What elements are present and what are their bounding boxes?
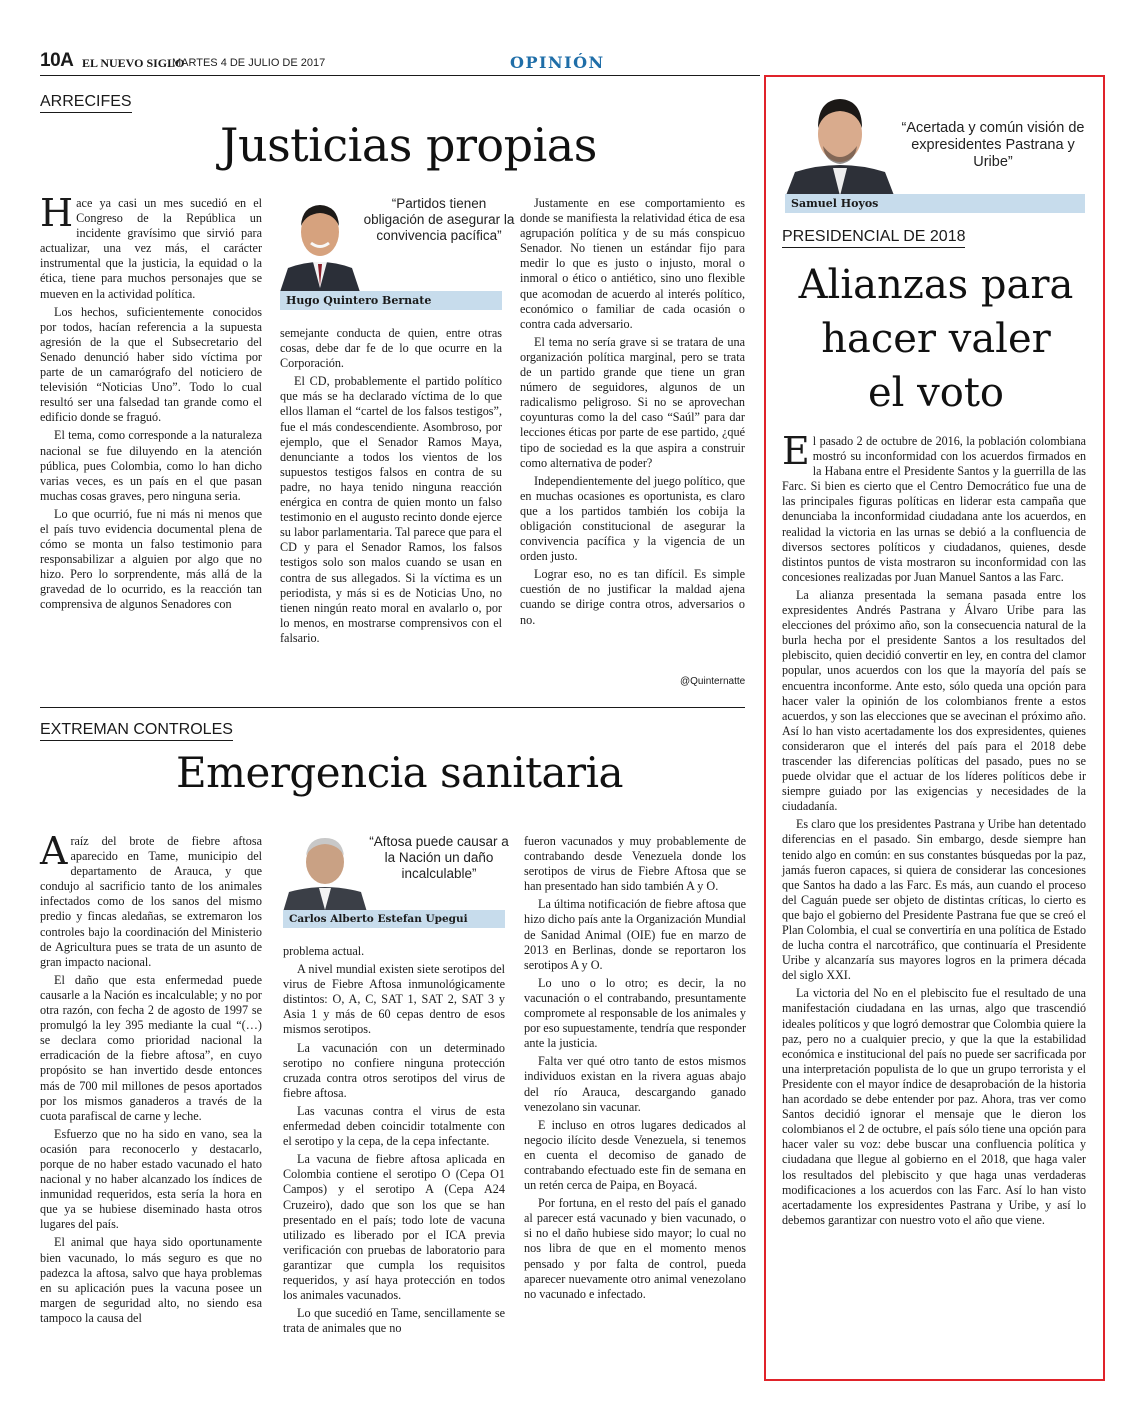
article3-pull-quote: “Acertada y común visión de expresidentes Pastrana y Uribe”: [901, 120, 1085, 170]
paragraph: E incluso en otros lugares dedicados al negocio ilícito desde Venezuela, si tenemos en cuenta el decomiso de ganado de contrabando efectuado este fin de semana en un retén cerca de Paipa, en Boyacá.: [524, 1117, 746, 1193]
paragraph: semejante conducta de quien, entre otras cosas, debe dar fe de lo que ocurre en la Corporación.: [280, 326, 502, 371]
paragraph: Falta ver qué otro tanto de estos mismos individuos existan en la rivera aguas abajo del río Arauca, descargando ganado venezolano sin vacunar.: [524, 1054, 746, 1114]
title-line: Alianzas para: [798, 262, 1074, 308]
page-header: [40, 50, 1108, 74]
article3-column: [782, 429, 1086, 1231]
article1-title: Justicias propias: [220, 118, 597, 172]
paragraph: El animal que haya sido oportunamente bien vacunado, lo más seguro es que no padezca la aftosa, salvo que haya problemas en su aplicación pues la vacuna posee un margen de seguridad alto, no siendo esa tampoco la causa del: [40, 1235, 262, 1325]
article3-kicker: PRESIDENCIAL DE 2018: [782, 228, 965, 248]
publication-date: MARTES 4 DE JULIO DE 2017: [172, 57, 326, 69]
section-label: OPINIÓN: [510, 53, 605, 72]
paragraph: La alianza presentada la semana pasada entre los expresidentes Andrés Pastrana y Álvaro Uribe para las elecciones del próximo año, son la consecuencia natural de la burla hecha por el presidente Santos a los resultados del plebiscito, quien decidió convertir en ley, en contra del clamor popular, unos acuerdos con los que la mayoría del país se encuentra inconforme. Ante esto, sólo queda una opción para hacer valer la opinión de los colombianos frente a estos acuerdos, y son las elecciones que se avecinan el próximo año. Así lo han visto acertadamente los dos expresidentes, quienes consideraron que el interés del país para el 2018 debe trascender las diferencias políticas del pasado, pues no se puede olvidar que el actuar de los líderes políticos debe ir siempre guiado por las exigencias y necesidades de la ciudadanía.: [782, 587, 1086, 814]
paragraph: El tema no sería grave si se tratara de una organización política marginal, pero se trata de un partido grande que tiene un gran número de seguidores, algunos de un radicalismo peligroso. Si no se aprovechan coyunturas como la del caso “Saúl” para dar lecciones éticas por parte de ese partido, ¿qué tipo de sociedad es la que aspira a construir como alternativa de poder?: [520, 334, 745, 470]
title-line: el voto: [867, 370, 1004, 416]
paragraph: problema actual.: [283, 944, 365, 958]
author-photo-samuel-hoyos: [785, 88, 895, 198]
article2-column-3: [524, 834, 746, 1305]
paragraph: Justamente en ese comportamiento es donde se manifiesta la relatividad ética de esa agrupación política y de su más conspicuo Senador. No tienen un estándar fijo para medir lo que es justo o injusto, moral o inmoral o ético o antiético, sino uno flexible que acomodan de acuerdo al interés político, económico o familiar de cada ocasión o contra cada adversario.: [520, 196, 745, 331]
article3-title: [774, 258, 1098, 420]
article1-pull-quote: “Partidos tienen obligación de asegurar la convivencia pacífica”: [363, 196, 515, 243]
newspaper-name: EL NUEVO SIGLO: [82, 56, 185, 70]
drop-cap: A: [40, 829, 68, 873]
paragraph: Las vacunas contra el virus de esta enfermedad deben coincidir totalmente con el serotipo y la cepa, de la cepa infectante.: [283, 1103, 505, 1149]
article2-kicker: EXTREMAN CONTROLES: [40, 721, 233, 741]
paragraph: Los hechos, suficientemente conocidos por todos, hacían referencia a la supuesta agresión de la que el Subsecretario del Senado denunció haber sido víctima por parte de un camarógrafo del noticiero de televisión “Noticias Uno”. Todo lo cual resultó ser una falsedad tan grande como el edificio donde se fraguó.: [40, 304, 262, 425]
paragraph: La victoria del No en el plebiscito fue el resultado de una manifestación ciudadana en las urnas, algo que trascendió ideales políticos y que logró demostrar que Colombia quiere la paz, pero no a cualquier precio, y que la que la estabilidad económica e institucional del país no puede ser sacrificada por una interpretación populista de lo que un grupo terrorista y el Presidente con el mayor índice de desaprobación de la historia han acordado se debe entender por paz. Ahora, tras ver como Santos decidió ignorar el mensaje que le dieron los colombianos el 2 de octubre, el país sólo tiene una opción para hacer valer su voz: debe buscar una confluencia política y ciudadana que llegue al gobierno en el 2018, que haga valer los resultados del plebiscito y que haga unas verdaderas modificaciones a los acuerdos con las Farc. Así lo han visto acertadamente los expresidentes Pastrana y Uribe, y así lo debemos garantizar con nuestro voto el año que viene.: [782, 986, 1086, 1227]
author-twitter-handle: @Quinternatte: [680, 676, 746, 687]
article1-column-3: [520, 196, 745, 631]
paragraph: El CD, probablemente el partido político que más se ha declarado víctima de lo que ellos llaman el “cartel de los falsos testigos”, fue el más condescendiente. Asombroso, por ejemplo, que el Senador Ramos Maya, denunciante a todos los vientos de los supuestos testigos falsos en contra de su padre, no haya tenido ninguna reacción enérgica en contra de quien monto un falso testimonio en el augusto recinto donde ejerce su labor parlamentaria. Tal parece que para el CD y para el Senador Ramos, los falsos testigos solo son malos cuando se usan en contra de sus allegados. Si la víctima es un periodista, y más si es de Noticias Uno, no tienen ningún reato moral en avalarlo o, por lo menos, en mostrarse comprensivos con el falsario.: [280, 374, 502, 645]
paragraph: Por fortuna, en el resto del país el ganado al parecer está vacunado y bien vacunado, o si no el daño hubiese sido mayor; lo cual no nos libra de que en el momento menos pensado y por falta de control, pueda aparecer nuevamente otro animal venezolano no vacunado e infectado.: [524, 1196, 746, 1301]
paragraph: La última notificación de fiebre aftosa que hizo dicho país ante la Organización Mundial de Sanidad Animal (OIE) fue en marzo de 2013 en Berlinas, donde se reportaron los serotipos A y O.: [524, 897, 746, 972]
article2-column-1: [40, 829, 262, 1329]
paragraph: Es claro que los presidentes Pastrana y Uribe han detentado diferencias en el pasado. Sin embargo, desde siempre han tenido algo en común: en sus constantes búsquedas por la paz, jamás fueron capaces, si quiera de considerar las concesiones que Santos ha dado a las Farc. Es más, aun cuando el proceso del Caguán puede ser objeto de distintas críticas, lo cierto es que bajo el gobierno del Presidente Pastrana fue que se creó el Plan Colombia, el cual se convertiría en una política de Estado de lucha contra el narcotráfico, que continuaría el Presidente Uribe y alcanzaría sus mayores logros en la primera década del siglo XXI.: [782, 817, 1086, 983]
article-divider: [40, 707, 745, 708]
drop-cap: H: [40, 191, 74, 235]
article2-byline: Carlos Alberto Estefan Upegui: [283, 910, 505, 928]
paragraph: Lograr eso, no es tan difícil. Es simple cuestión de no justificar la maldad ajena cuando se dirige contra otros, adversarios o no.: [520, 567, 745, 627]
article2-pull-quote: “Aftosa puede causar a la Nación un daño incalculable”: [369, 834, 509, 881]
paragraph: Lo que sucedió en Tame, sencillamente se trata de animales que no: [283, 1306, 505, 1336]
paragraph: El tema, como corresponde a la naturaleza nacional se fue diluyendo en la atención pública, pues Colombia, como lo han dicho varias veces, es un país en el que pasan muchas cosas graves, pero ninguna seria.: [40, 428, 262, 503]
paragraph: Lo que ocurrió, fue ni más ni menos que el país tuvo evidencia documental plena de cómo se monta un falso testimonio para responsabilizar a alguien por algo que no hizo. Pero lo sorprendente, más allá de la gravedad de lo ocurrido, es la reacción tan comprensiva de algunos Senadores con: [40, 506, 262, 612]
paragraph: La vacunación con un determinado serotipo no confiere ninguna protección cruzada contra otros serotipos del virus de fiebre aftosa.: [283, 1040, 505, 1100]
author-photo-carlos-estefan: [283, 828, 367, 912]
paragraph: Independientemente del juego político, que en muchas ocasiones es oportunista, es claro que a los partidos también los cobija la obligación constitucional de asegurar la convivencia pacífica y la vigencia de un orden justo.: [520, 473, 745, 564]
paragraph: El daño que esta enfermedad puede causarle a la Nación es incalculable; y no por otra razón, con fecha 2 de agosto de 1997 se promulgó la ley 395 mediante la cual “(…) se declara como prioridad nacional la erradicación de la fiebre aftosa”, en cuyo propósito se han invertido desde entonces más de 700 mil millones de pesos aportados por los mismos ganaderos a través de la cuota parafiscal de carne y leche.: [40, 972, 262, 1123]
paragraph: A nivel mundial existen siete serotipos del virus de Fiebre Aftosa inmunológicamente distintos: O, A, C, SAT 1, SAT 2, SAT 3 y Asia 1 y más de 60 cepas dentro de esos mismos serotipos.: [283, 962, 505, 1037]
article3-byline: Samuel Hoyos: [785, 194, 1085, 213]
title-line: hacer valer: [821, 316, 1051, 362]
paragraph: fueron vacunados y muy probablemente de contrabando desde Venezuela donde los serotipos de virus de Fiebre Aftosa que se han presentado han sido también A y O.: [524, 834, 746, 894]
paragraph: Hace ya casi un mes sucedió en el Congreso de la República un incidente gravísimo que sirvió para actualizar, una vez más, el carácter instrumental que la justicia, la equidad o la ética, tiene para muchos personajes que se mueven en la actividad política.: [40, 191, 262, 301]
article1-byline: Hugo Quintero Bernate: [280, 291, 502, 310]
paragraph: Lo uno o lo otro; es decir, la no vacunación o el contrabando, presuntamente compromete al responsable de los animales y por eso supuestamente, tendría que responder ante la justicia.: [524, 975, 747, 1051]
article2-title: Emergencia sanitaria: [176, 748, 624, 797]
paragraph: Araíz del brote de fiebre aftosa aparecido en Tame, municipio del departamento de Arauca, y que condujo al sacrificio tanto de los animales infectados como de los sanos del mismo predio y fincas aledañas, se extremaron los controles bajo la coordinación del Ministerio de Agricultura pues se trata de un asunto de gran impacto nacional.: [40, 829, 262, 969]
article1-kicker: ARRECIFES: [40, 93, 132, 113]
drop-cap: E: [782, 429, 810, 473]
paragraph: El pasado 2 de octubre de 2016, la población colombiana mostró su inconformidad con los acuerdos firmados en la Habana entre el Presidente Santos y la guerrilla de las Farc. Si bien es cierto que el Centro Democrático fue una de las principales figuras políticas en liderar esta campaña que denunciaba la inconformidad ciudadana ante los acuerdos, en realidad la victoria en las urnas se debió a la confluencia de diversos sectores políticos y ciudadanos, quienes, desde distintos puntos de vista mostraron su inconformidad con las concesiones realizadas por Juan Manuel Santos a las Farc.: [782, 429, 1086, 584]
header-rule: [40, 75, 760, 76]
page-number: 10A: [40, 50, 74, 71]
paragraph: Esfuerzo que no ha sido en vano, sea la ocasión para reconocerlo y destacarlo, porque de no haber estado vacunado el hato nacional y no haber alcanzado los índices de inmunidad requeridos, esta sería la hora en que ya se hubiese diseminado hasta otros lugares del país.: [40, 1126, 262, 1232]
author-photo-hugo-quintero: [280, 196, 360, 292]
paragraph: La vacuna de fiebre aftosa aplicada en Colombia contiene el serotipo O (Cepa O1 Campos) y el serotipo A (Cepa A24 Cruzeiro), dado que son los que se han presentado en el país; todo lote de vacuna utilizado es liberado por el ICA previa verificación con pruebas de laboratorio para garantizar que cumpla los requisitos requeridos, y así haya protección en todos los animales vacunados.: [283, 1152, 505, 1303]
article1-column-2: [280, 326, 502, 649]
article1-column-1: [40, 191, 262, 616]
article2-column-2: [283, 944, 505, 1339]
